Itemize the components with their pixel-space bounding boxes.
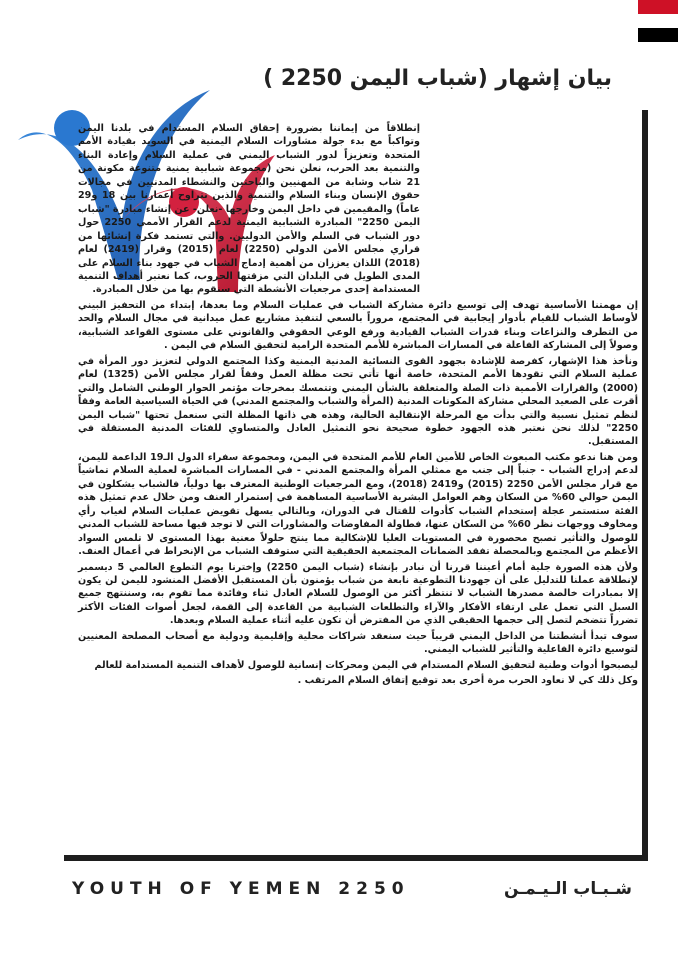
paragraph-2: إن مهمتنا الأساسية تهدف إلى توسيع دائرة مشاركة الشباب في عمليات السلام وما بعدها، إبتداء من التحفيز البيني لأوساط الشباب للقيام بأدوار إيجابية في المجتمع، مروراً بالسعي لتنفيذ مشاريع عمل ميدانية في مجال السلام والحد من التطرف والنزاعات وبناء قدرات الشباب القيادية ورفع الوعي الحقوقي والقانوني على مستوى القواعد الشبابية، وصولاً إلى المشاركة الفاعلة في المسارات المباشرة للأمم المتحدة الرامية لتحقيق السلام في اليمن . bbox=[78, 299, 638, 352]
yemen-flag-icon bbox=[638, 0, 678, 42]
statement-body bbox=[78, 122, 638, 857]
paragraph-7: ليصبحوا أدوات وطنية لتحقيق السلام المستدام في اليمن ومحركات إنسانية للوصول لأهداف التنمية المستدامة للعالم bbox=[94, 659, 638, 671]
paragraph-5: ولأن هذه الصورة جلية أمام أعيننا قررنا أن نبادر بإنشاء (شباب اليمن 2250) وإخترنا يوم التطوع العالمي 5 ديسمبر لإنطلاقة عملنا للتدليل على أن جهودنا التطوعية نابعة من شباب يؤمنون بأن المستقبل الأفضل المنشود لليمن لن يكون إلا بمبادرات خالصة مصدرها الشباب لا تنتظر أكثر من الوصول للسلام العادل ثناء وفائدة مما تقوم به، وسننتهج جميع السبل التي تعمل على ارتقاء الأفكار والآراء والتطلعات الشبابية من القاعدة إلى القمة، لجعل أصوات الفئات الأكثر تضرراً تتضخم لتصل إلى حجمها الحقيقي الذي من المفترض أن تكون عليه أثناء عملية السلام وبعدها. bbox=[78, 561, 638, 627]
page-title: بيان إشهار (شباب اليمن 2250 ) bbox=[263, 66, 612, 91]
paragraph-1: إنطلاقاً من إيماننا بضرورة إحقاق السلام المستدام في بلدنا اليمن وتواكباً مع بدء جولة مشاورات السلام اليمنية في السويد بقيادة الأمم المتحدة وتعزيزاً لدور الشباب اليمني في عملية السلام وإعادة البناء والتنمية بعد الحرب، نعلن نحن (مجموعة شبابية يمنية متنوعة مكونة من 21 شاب وشابة من المهنيين والباحثين والنشطاء المدنيين في مجالات حقوق الإنسان وبناء السلام والتنمية والذين تتراوح أعمارنا بين 18 و29 عاماً) والمقيمين في داخل اليمن وخارجها -نعلن- عن إنشاء مبادرة "شباب اليمن 2250" المبادرة الشبابية اليمنية لدعم القرار الأممي 2250 حول دور الشباب في السلم والأمن الدوليين. والتي تستمد فكرة إنشائها من قراري مجلس الأمن الدولي (2250) لعام (2015) وقرار (2419) لعام (2018) اللذان يعززان من أهمية إدماج الشباب في جهود بناء السلام على المدى الطويل في البلدان التي مزقتها الحروب، كما نعتبر أهداف التنمية المستدامة إحدى مرجعيات الأنشطة التي سنقوم بها من خلال المبادرة. bbox=[77, 123, 420, 296]
paragraph-3: ونأخذ هذا الإشهار، كفرصة للإشادة بجهود القوى النسائية المدنية اليمنية وكذا المجتمع الدولي لتعزيز دور المرأة في عملية السلام التي تقودها الأمم المتحدة، خاصة أنها تأتي تحت مظلة العمل وفقاً لقرار مجلس الأمن (1325) لعام (2000) والقرارات الأممية ذات الصلة والمتعلقة بالشأن اليمني وتتمسك بمخرجات مؤتمر الحوار الوطني الشامل والتي أقرت على الصعيد المحلي مشاركة المكونات المدنية (المرأة والشباب والمجتمع المدني) في الحياة السياسية العامة وفقاً لنظم تمثيل نسبية والتي بدأت مع المرحلة الإنتقالية الحالية، وهذه هي ذاتها المظلة التي سنعمل تحتها "شباب اليمن 2250" لذلك نحن نعتبر هذه الجهود خطوة صحيحة نحو التمثيل العادل والمتساوي للفئات المدنية المستقلة في المستقبل. bbox=[78, 355, 638, 448]
footer-english-name: YOUTH OF YEMEN 2250 bbox=[72, 879, 410, 899]
footer bbox=[72, 874, 632, 904]
footer-arabic-name: شـبـاب الـيـمـن bbox=[504, 879, 632, 899]
paragraph-4: ومن هنا ندعو مكتب المبعوث الخاص للأمين العام للأمم المتحدة في اليمن، ومجموعة سفراء الدول الـ19 الداعمة لليمن، لدعم إدراج الشباب - جنباً إلى جنب مع ممثلي المرأة والمجتمع المدني - في المسارات المباشرة لعملية السلام تماشياً مع قرار مجلس الأمن 2250 (2015) و2419 (2018)، ومع المرجعيات الوطنية المعترف بها دولياً، فالشباب يشكلون في اليمن حوالي 60% من السكان وهم العوامل البشرية الأساسية المساهمة في إستمرار العنف ومن خلال عدم تمثيل هذه الفئة ستستمر عجلة إستخدام الشباب كأدوات للقتال في الدوران، وبالتالي يسهل تقويض عمليات السلام لغياب رأي ومخاوف ووجهات نظر 60% من السكان عنها، فطاولة المفاوضات والمشاورات التي لا توجد فيها مساحة للشباب المدني للوصول والتأثير تصبح محصورة في المستويات العليا للإشكالية مما ينتج حلولاً معنية بهذا المستوى لا تلمس السواد الأعظم من المجتمع وبالمحصلة تفقد الضمانات المجتمعية الحقيقية التي ستوقف الشباب من الإنخراط في أعمال العنف. bbox=[78, 451, 638, 558]
paragraph-8: وكل ذلك كي لا نعاود الحرب مرة أخرى بعد توقيع إتفاق السلام المرتقب . bbox=[297, 675, 638, 687]
paragraph-6: سوف تبدأ أنشطتنا من الداخل اليمني قريباً حيث سنعقد شراكات محلية وإقليمية ودولية مع أصحاب المصلحة المعنيين لتوسيع دائرة الفاعلية والتأثير للشباب اليمني. bbox=[78, 630, 638, 656]
